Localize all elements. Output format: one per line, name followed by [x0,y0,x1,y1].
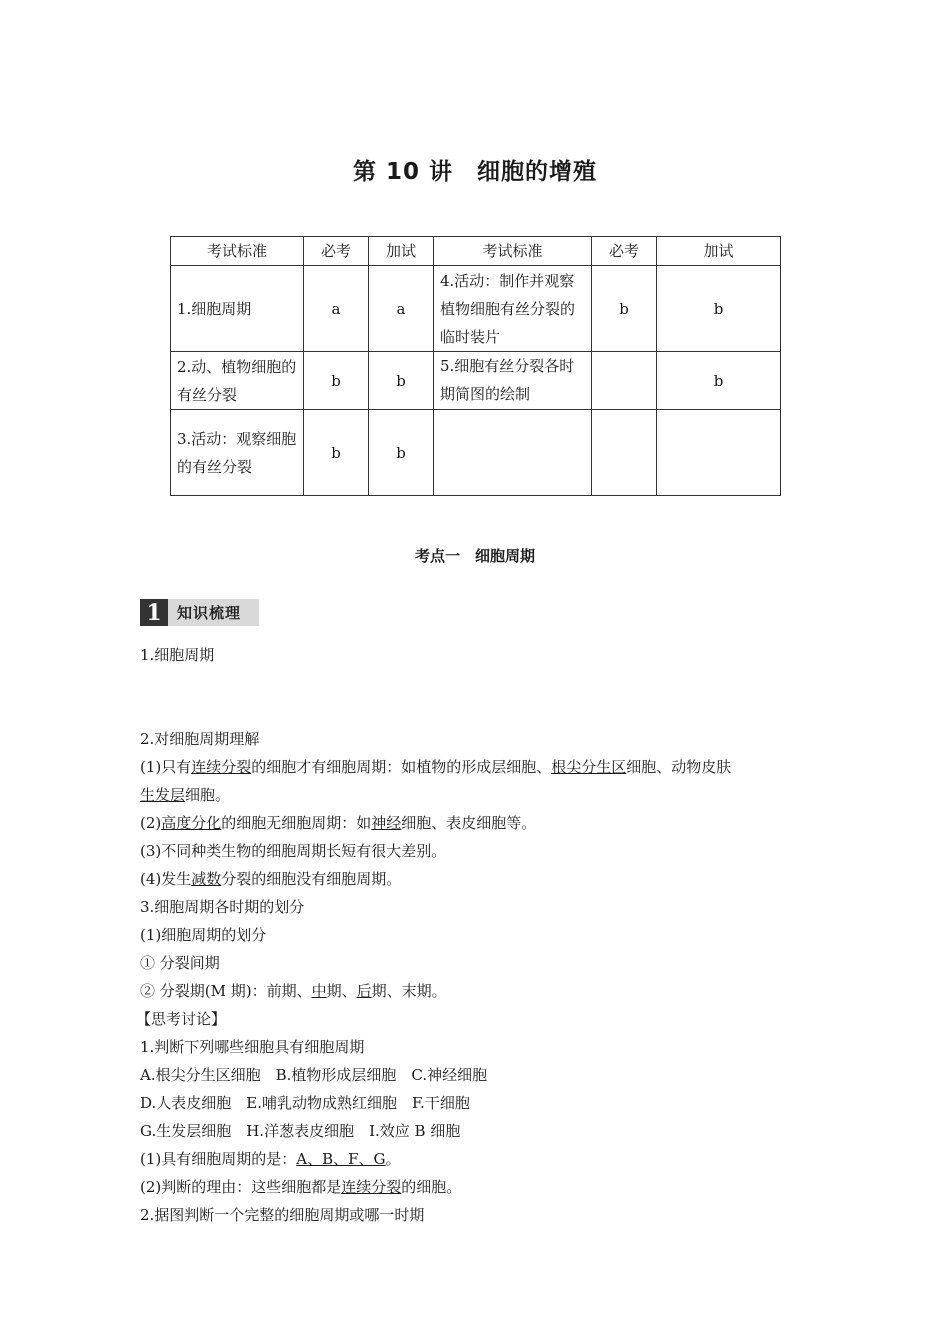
table-cell [657,410,781,496]
section-title: 考点一 细胞周期 [414,547,535,565]
table-cell [592,352,657,410]
table-cell [592,410,657,496]
table-cell: 4.活动：制作并观察植物细胞有丝分裂的临时装片 [434,266,592,352]
table-header-cell: 考试标准 [171,237,304,266]
table-header-cell: 加试 [369,237,434,266]
badge-label: 知识梳理 [177,604,242,622]
paragraph: A.根尖分生区细胞 B.植物形成层细胞 C.神经细胞 [140,1066,488,1084]
paragraph: (1)具有细胞周期的是：A、B、F、G。 [140,1150,401,1168]
table-header-cell: 必考 [592,237,657,266]
exam-standards-table [170,236,781,496]
table-row [171,352,781,410]
page-title: 第 10 讲 细胞的增殖 [352,159,598,185]
table-cell: b [657,352,781,410]
paragraph: (3)不同种类生物的细胞周期长短有很大差别。 [140,842,447,860]
table-cell: 2.动、植物细胞的有丝分裂 [171,352,304,410]
table-header-cell: 加试 [657,237,781,266]
badge-number: 1 [140,599,168,626]
table-cell: 1.细胞周期 [171,266,304,352]
table-cell: b [369,352,434,410]
table-cell: a [369,266,434,352]
paragraph: (1)细胞周期的划分 [140,926,267,944]
table-cell: b [304,410,369,496]
paragraph: 2.对细胞周期理解 [140,730,260,748]
table-cell: a [304,266,369,352]
paragraph: 【思考讨论】 [136,1010,227,1028]
paragraph: ② 分裂期(M 期)：前期、中期、后期、末期。 [140,982,447,1000]
table-row [171,410,781,496]
table-row [171,266,781,352]
paragraph: 1.细胞周期 [140,646,215,664]
paragraph: (1)只有连续分裂的细胞才有细胞周期：如植物的形成层细胞、根尖分生区细胞、动物皮肤 [140,758,732,776]
table-header-row [171,237,781,266]
knowledge-badge [140,599,259,626]
paragraph: 1.判断下列哪些细胞具有细胞周期 [140,1038,365,1056]
paragraph: 3.细胞周期各时期的划分 [140,898,305,916]
table-cell: b [657,266,781,352]
paragraph: 生发层细胞。 [140,786,231,804]
table-header-cell: 必考 [304,237,369,266]
paragraph: (4)发生减数分裂的细胞没有细胞周期。 [140,870,402,888]
paragraph: (2)判断的理由：这些细胞都是连续分裂的细胞。 [140,1178,462,1196]
table-cell: b [592,266,657,352]
content-body [136,641,820,1229]
table-cell: 3.活动：观察细胞的有丝分裂 [171,410,304,496]
table-cell: 5.细胞有丝分裂各时期简图的绘制 [434,352,592,410]
paragraph: G.生发层细胞 H.洋葱表皮细胞 I.效应 B 细胞 [140,1122,461,1140]
table-header-cell: 考试标准 [434,237,592,266]
table-cell [434,410,592,496]
paragraph: (2)高度分化的细胞无细胞周期：如神经细胞、表皮细胞等。 [140,814,537,832]
paragraph: ① 分裂间期 [140,954,220,972]
paragraph: 2.据图判断一个完整的细胞周期或哪一时期 [140,1206,425,1224]
paragraph: D.人表皮细胞 E.哺乳动物成熟红细胞 F.干细胞 [140,1094,470,1112]
table-cell: b [369,410,434,496]
table-cell: b [304,352,369,410]
